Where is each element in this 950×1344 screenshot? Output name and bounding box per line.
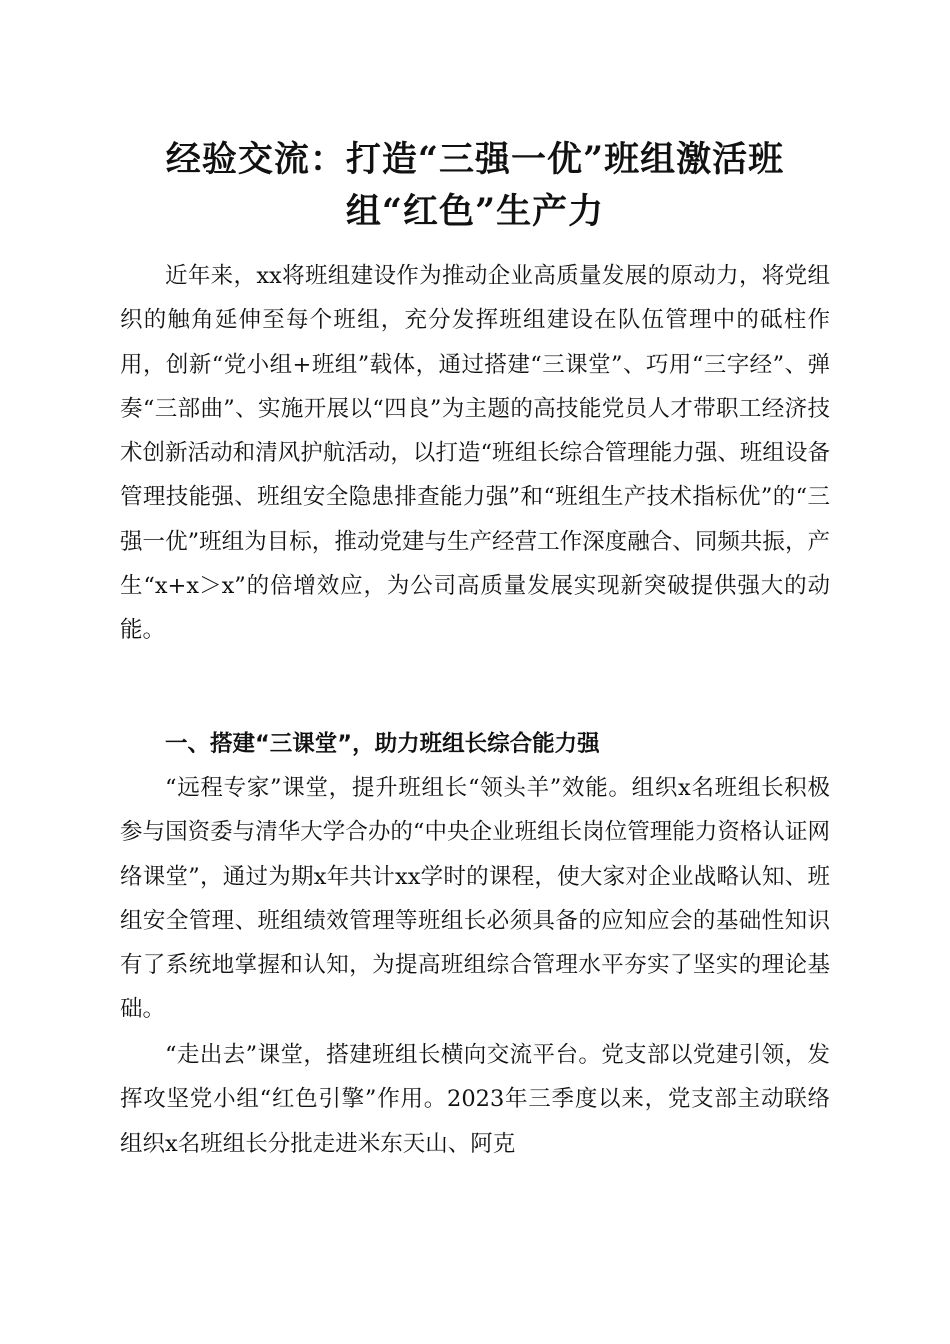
section-heading-block — [120, 722, 830, 766]
section-heading-1: 一、搭建“三课堂”，助力班组长综合能力强 — [165, 731, 600, 757]
go-out-paragraph-block — [120, 1033, 830, 1166]
remote-expert-paragraph: “远程专家”课堂，提升班组长“领头羊”效能。组织x名班组长积极参与国资委与清华大学合办的“中央企业班组长岗位管理能力资格认证网络课堂”，通过为期x年共计xx学时的课程，使大家对企业战略认知、班组安全管理、班组绩效管理等班组长必须具备的应知应会的基础性知识有了系统地掌握和认知，为提高班组综合管理水平夯实了坚实的理论基础。 — [120, 775, 830, 1023]
title-line-2: 组“红色”生产力 — [345, 191, 605, 232]
remote-expert-paragraph-block — [120, 766, 830, 1032]
intro-paragraph: 近年来，xx将班组建设作为推动企业高质量发展的原动力，将党组织的触角延伸至每个班组，充分发挥班组建设在队伍管理中的砥柱作用，创新“党小组+班组”载体，通过搭建“三课堂”、巧用“三字经”、弹奏“三部曲”、实施开展以“四良”为主题的高技能党员人才带职工经济技术创新活动和清风护航活动，以打造“班组长综合管理能力强、班组设备管理技能强、班组安全隐患排查能力强”和“班组生产技术指标优”的“三强一优”班组为目标，推动党建与生产经营工作深度融合、同频共振，产生“x+x＞x”的倍增效应，为公司高质量发展实现新突破提供强大的动能。 — [120, 263, 830, 644]
go-out-paragraph: “走出去”课堂，搭建班组长横向交流平台。党支部以党建引领，发挥攻坚党小组“红色引擎”作用。2023年三季度以来，党支部主动联络组织x名班组长分批走进米东天山、阿克 — [120, 1042, 830, 1157]
intro-paragraph-block — [120, 254, 830, 653]
document-title — [120, 134, 830, 238]
title-line-1: 经验交流：打造“三强一优”班组激活班 — [165, 139, 785, 180]
